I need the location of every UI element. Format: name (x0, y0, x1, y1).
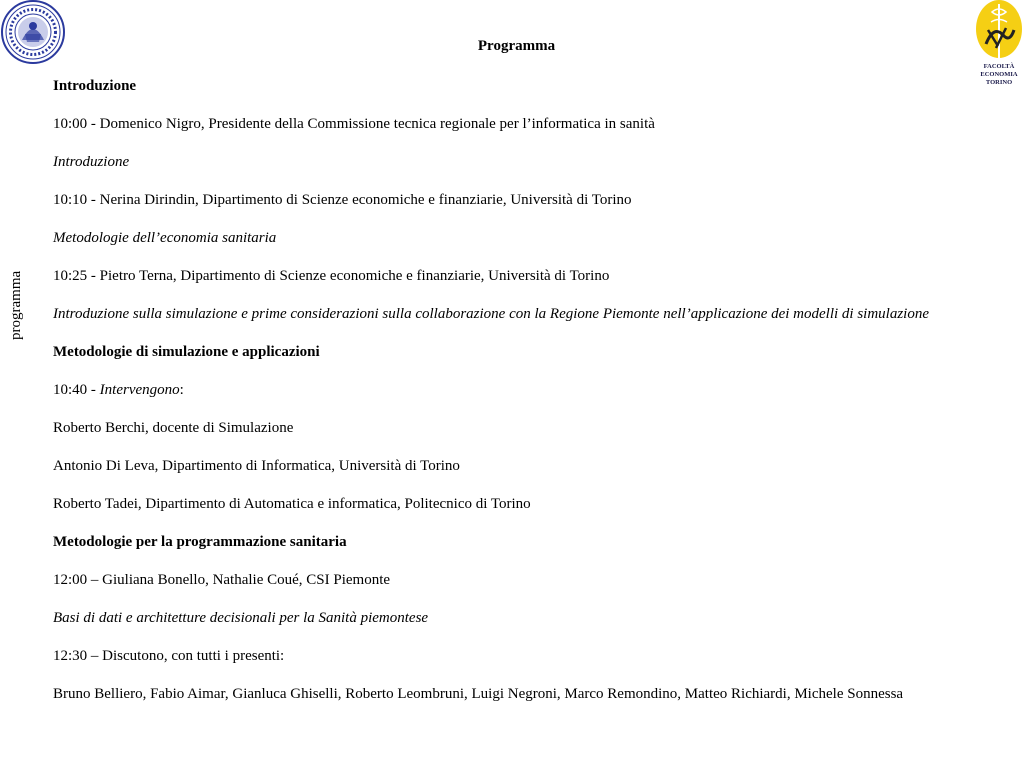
talk-title: Introduzione sulla simulazione e prime considerazioni sulla collaborazione con la Regione Piemonte nell’applicazione dei modelli di simulazione (53, 306, 930, 322)
logo-text-economia: ECONOMIA (980, 71, 1018, 78)
program-content (53, 76, 979, 722)
program-line: Roberto Berchi, docente di Simulazione (53, 420, 294, 436)
program-line: 10:25 - Pietro Terna, Dipartimento di Scienze economiche e finanziarie, Università di Torino (53, 268, 610, 284)
program-line: 10:00 - Domenico Nigro, Presidente della Commissione tecnica regionale per l’informatica in sanità (53, 116, 655, 132)
talk-title: Metodologie dell’economia sanitaria (53, 230, 277, 246)
time-prefix: 10:40 - (53, 382, 100, 398)
logo-text-facolta: FACOLTÀ (983, 63, 1015, 70)
page-title: Programma (477, 38, 556, 54)
program-line: Roberto Tadei, Dipartimento di Automatica e informatica, Politecnico di Torino (53, 496, 531, 512)
program-line: 12:30 – Discutono, con tutti i presenti: (53, 648, 285, 664)
label-suffix: : (179, 382, 184, 398)
side-label: programma (8, 270, 24, 340)
university-seal-logo (0, 0, 68, 66)
section-heading: Metodologie per la programmazione sanitaria (53, 534, 347, 550)
section-heading: Introduzione (53, 78, 137, 94)
program-line: 10:10 - Nerina Dirindin, Dipartimento di Scienze economiche e finanziarie, Università di Torino (53, 192, 632, 208)
section-heading: Metodologie di simulazione e applicazioni (53, 344, 320, 360)
program-line: 12:00 – Giuliana Bonello, Nathalie Coué, CSI Piemonte (53, 572, 391, 588)
logo-text-torino: TORINO (985, 79, 1013, 86)
talk-title: Basi di dati e architetture decisionali per la Sanità piemontese (53, 610, 429, 626)
program-line: Bruno Belliero, Fabio Aimar, Gianluca Ghiselli, Roberto Leombruni, Luigi Negroni, Marco Remondino, Matteo Richiardi, Michele Sonnessa (53, 686, 904, 702)
program-line (53, 380, 979, 400)
program-line: Antonio Di Leva, Dipartimento di Informatica, Università di Torino (53, 458, 460, 474)
talk-title: Introduzione (53, 154, 130, 170)
speakers-label: Intervengono (99, 382, 180, 398)
